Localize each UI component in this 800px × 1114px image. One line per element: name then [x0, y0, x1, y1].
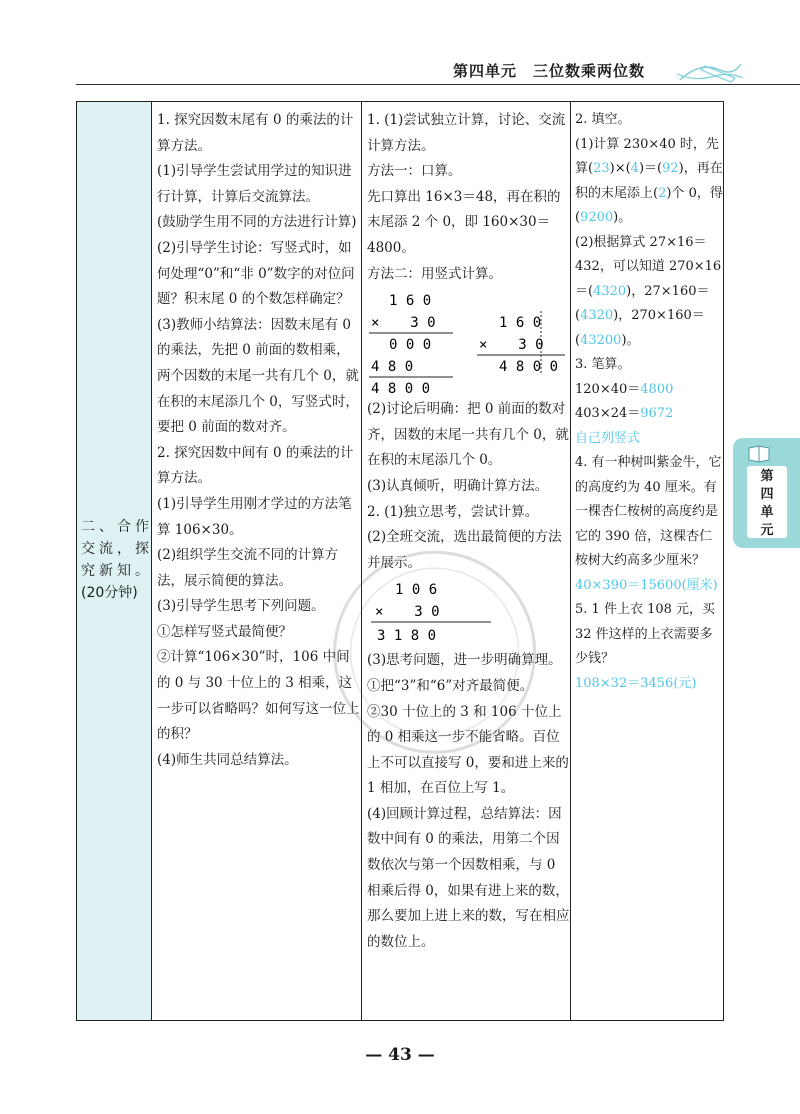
text-line: (鼓励学生用不同的方法进行计算)	[157, 214, 357, 231]
calc1-partial2: 4 8 0	[371, 359, 414, 376]
pencil-decoration-icon	[675, 56, 745, 86]
calc1-result: 4 8 0 0	[371, 381, 431, 398]
answer: 43200	[580, 332, 622, 348]
question-2-2: (2)根据算式 27×16＝432，可以知道 270×16＝(4320)，27×160＝(4320)，270×160＝(43200)。	[575, 234, 722, 348]
header-rule	[76, 84, 800, 85]
question-5: 5. 1 件上衣 108 元，买 32 件这样的上衣需要多少钱？	[575, 602, 716, 666]
question-3-2: 403×24＝9672	[575, 406, 674, 421]
answer: 9200	[580, 210, 614, 225]
text-line: (2)组织学生交流不同的计算方法，展示简便的算法。	[157, 547, 339, 589]
answer: 9672	[640, 406, 674, 421]
text-line: (1)引导学生用刚才学过的方法笔算 106×30。	[157, 495, 352, 538]
text-line: (3)认真倾听，明确计算方法。	[367, 477, 549, 494]
text-line: 2. (1)独立思考，尝试计算。	[367, 503, 539, 520]
vertical-calc-svg	[367, 287, 567, 397]
calc2-multiplicand: 1 6 0	[499, 315, 542, 332]
text-line: (3)教师小结算法：因数末尾有 0 的乘法，先把 0 前面的数相乘，两个因数的末尾一共有几个 0，就在积的末尾添几个 0，写竖式时，要把 0 前面的数对齐。	[157, 316, 359, 436]
page-number: — 43 —	[365, 1045, 435, 1065]
text-line: 1. (1)尝试独立计算，讨论、交流计算方法。	[367, 112, 566, 154]
text-line: 方法二：用竖式计算。	[367, 265, 502, 282]
answer: 23	[593, 161, 610, 176]
text-line: (2)引导学生讨论：写竖式时，如何处理“0”和“非 0”数字的对位问题？积末尾 0 的个数怎样确定？	[157, 239, 355, 308]
column-divider	[570, 102, 571, 1020]
vertical-calc-svg-2	[367, 576, 567, 648]
text-line: (2)全班交流，选出最简便的方法并展示。	[367, 529, 562, 571]
side-tab-label: 第四单元	[747, 466, 787, 538]
answer: 92	[662, 161, 679, 176]
question-4-answer: 40×390＝15600(厘米)	[575, 577, 718, 593]
lesson-table	[76, 101, 724, 1021]
text-line: (1)引导学生尝试用学过的知识进行计算，计算后交流算法。	[157, 163, 352, 205]
stage-label: 二、合作交流，探究新知。(20分钟)	[81, 519, 149, 601]
text-line: ①把“3”和“6”对齐最简便。	[367, 677, 534, 694]
text-line: 先口算出 16×3＝48，再在积的末尾添 2 个 0，即 160×30＝4800。	[367, 188, 561, 256]
question-5-answer: 108×32＝3456(元)	[575, 675, 697, 691]
text-line: (2)讨论后明确：把 0 前面的数对齐，因数的末尾一共有几个 0，就在积的末尾添几个 0。	[367, 401, 569, 469]
calc1-partial1: 0 0 0	[389, 337, 432, 354]
calc3-result: 3 1 8 0	[377, 628, 437, 645]
stage-column	[77, 102, 152, 1020]
question-2-1: (1)计算 230×40 时，先算(23)×(4)＝(92)，再在积的末尾添上(2)个 0，得(9200)。	[575, 136, 723, 225]
question-3-title: 3. 笔算。	[575, 357, 631, 372]
text-line: ①怎样写竖式最简便？	[157, 623, 292, 640]
text-line: 方法一：口算。	[367, 163, 462, 180]
student-activity-column	[367, 108, 570, 955]
text-line: ②计算“106×30”时，106 中间的 0 与 30 十位上的 3 相乘，这一步可以省略吗？如何写这一位上的积？	[157, 649, 360, 743]
calc3-multiplier: × 3 0	[375, 604, 440, 621]
question-3-1: 120×40＝4800	[575, 381, 674, 397]
unit-side-tab	[733, 438, 800, 548]
unit-title: 第四单元 三位数乘两位数	[453, 62, 646, 80]
text-line: (4)回顾计算过程，总结算法：因数中间有 0 的乘法，用第二个因数依次与第一个因数相乘，与 0 相乘后得 0，如果有进上来的数，那么要加上进上来的数，写在相应的数位上。	[367, 805, 570, 950]
answer: 4320	[580, 308, 614, 323]
text-line: ②30 十位上的 3 和 106 十位上的 0 相乘这一步不能省略。百位上不可以直接写 0，要和进上来的 1 相加，在百位上写 1。	[367, 703, 569, 797]
text-line: 1. 探究因数末尾有 0 的乘法的计算方法。	[157, 112, 354, 154]
question-2-title: 2. 填空。	[575, 112, 631, 127]
book-icon	[747, 444, 771, 464]
calc3-multiplicand: 1 0 6	[395, 582, 438, 599]
question-3-note: 自己列竖式	[575, 430, 641, 446]
answer: 4800	[640, 381, 674, 397]
text-line: 2. 探究因数中间有 0 的乘法的计算方法。	[157, 444, 354, 487]
vertical-calculations	[367, 287, 570, 397]
calc1-multiplier: × 3 0	[371, 315, 436, 332]
vertical-calculation-106x30	[367, 576, 570, 648]
question-4: 4. 有一种树叫紫金牛，它的高度约为 40 厘米。有一棵杏仁桉树的高度约是它的 390 倍，这棵杏仁桉树大约高多少厘米？	[575, 455, 722, 568]
calc1-multiplicand: 1 6 0	[389, 293, 432, 310]
teacher-activity-column	[157, 108, 363, 773]
calc2-multiplier: × 3 0	[479, 337, 544, 354]
answer: 2	[658, 185, 667, 201]
calc2-result: 4 8 0 0	[499, 359, 559, 376]
text-line: (4)师生共同总结算法。	[157, 751, 298, 768]
answer: 4320	[593, 283, 627, 299]
text-line: (3)思考问题，进一步明确算理。	[367, 652, 562, 669]
answer: 4	[630, 161, 639, 176]
text-line: (3)引导学生思考下列问题。	[157, 598, 325, 615]
exercise-column	[575, 108, 723, 696]
